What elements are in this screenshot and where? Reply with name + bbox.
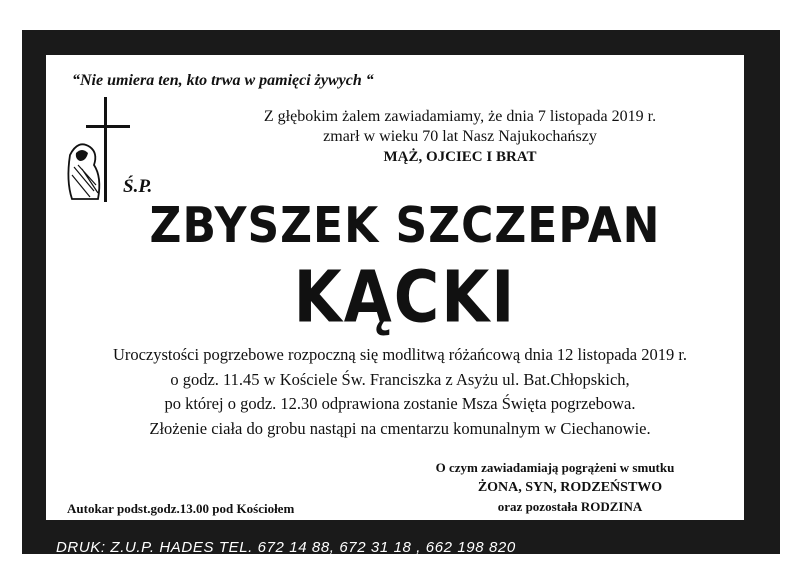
- deceased-first-names: ZBYSZEK SZCZEPAN: [149, 197, 661, 255]
- ceremony-line: Złożenie ciała do grobu nastąpi na cmentarzu komunalnym w Ciechanowie.: [149, 419, 651, 438]
- printer-footer: DRUK: Z.U.P. HADES TEL. 672 14 88, 672 31 18 , 662 198 820: [56, 539, 516, 556]
- deceased-surname: KĄCKI: [293, 255, 517, 339]
- ceremony-line: po której o godz. 12.30 odprawiona zostanie Msza Święta pogrzebowa.: [164, 394, 636, 413]
- ceremony-line: o godz. 11.45 w Kościele Św. Franciszka z Asyżu ul. Bat.Chłopskich,: [170, 370, 630, 389]
- mourners-relatives: oraz pozostała RODZINA: [497, 499, 643, 514]
- ceremony-line: Uroczystości pogrzebowe rozpoczną się modlitwą różańcową dnia 12 listopada 2019 r.: [112, 345, 688, 364]
- memorial-motto: “Nie umiera ten, kto trwa w pamięci żywych “: [72, 72, 374, 89]
- relation-line: MĄŻ, OJCIEC I BRAT: [383, 149, 537, 165]
- sp-prefix: Ś.P.: [123, 176, 153, 197]
- mourners-intro: O czym zawiadamiają pogrążeni w smutku: [435, 460, 675, 475]
- bus-note: Autokar podst.godz.13.00 pod Kościołem: [67, 501, 295, 516]
- announcement-line: zmarł w wieku 70 lat Nasz Najukochańszy: [323, 128, 597, 145]
- announcement-line: Z głębokim żalem zawiadamiamy, że dnia 7 listopada 2019 r.: [263, 108, 657, 125]
- mourners-family: ŻONA, SYN, RODZEŃSTWO: [477, 480, 663, 495]
